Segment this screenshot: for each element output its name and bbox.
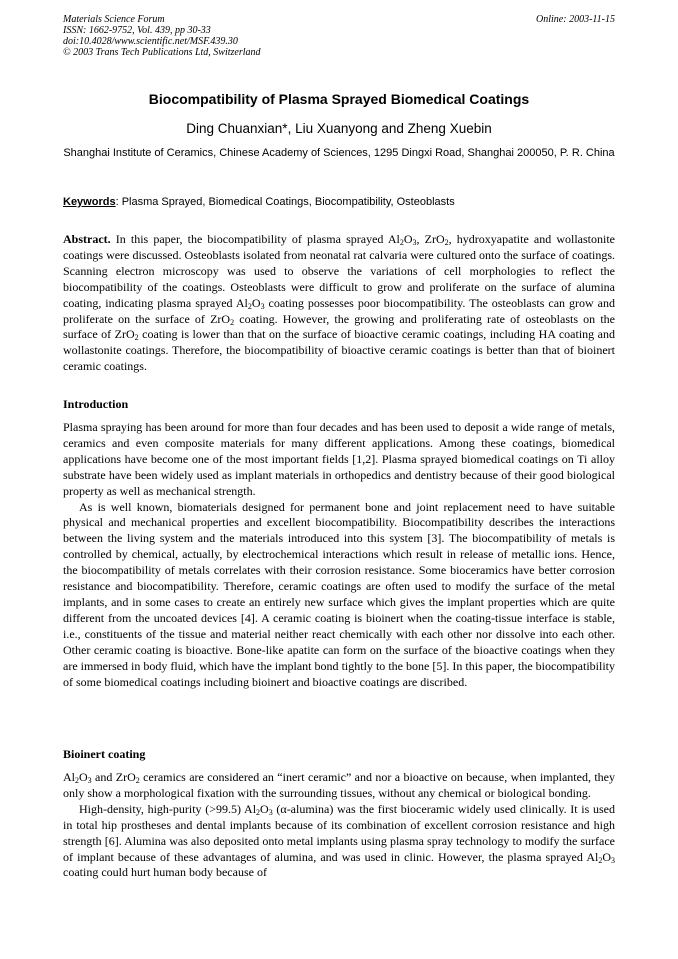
journal-copyright: © 2003 Trans Tech Publications Ltd, Switzerland <box>63 47 261 58</box>
abstract-label: Abstract. <box>63 232 111 246</box>
journal-issn: ISSN: 1662-9752, Vol. 439, pp 30-33 <box>63 25 211 36</box>
keywords <box>63 195 615 209</box>
formula-al2o3: $Al_2O_3$ <box>235 295 265 311</box>
formula-zro2: ZrO$_2$ <box>115 770 140 785</box>
abstract-text: coating possesses poor biocompatibility. The osteoblasts can grow and proliferate on the surface of <box>63 295 615 326</box>
introduction-section <box>63 420 615 690</box>
bioinert-section <box>63 770 615 881</box>
keywords-label: Keywords <box>63 196 116 208</box>
formula-zro2: ZrO$_2$ <box>424 232 449 247</box>
abstract <box>63 232 615 375</box>
alpha-symbol: α <box>280 801 287 816</box>
formula-al2o3: $Al_2O_3$ <box>244 801 273 817</box>
keywords-text: : Plasma Sprayed, Biomedical Coatings, Biocompatibility, Osteoblasts <box>115 196 455 208</box>
formula-al2o3: $Al_2O_3$ <box>63 770 92 785</box>
bioinert-paragraph: High-density, high-purity (>99.5) $Al_2O_3$ (α-alumina) was the first bioceramic widely used clinically. It is used in total hip prostheses and dental implants because of its combination of excellent corrosion resistance and high strength [6]. Alumina was also deposited onto metal implants using plasma spray technology to modify the surface of implant because of these advantages of alumina, and was used in clinic. However, the plasma sprayed $Al_2O_3$ coating could hurt human body because of <box>63 801 615 880</box>
journal-header <box>63 14 261 58</box>
introduction-paragraph: As is well known, biomaterials designed for permanent bone and joint replacement need to have suitable physical and mechanical properties and excellent biocompatibility. Biocompatibility describes the interactions between the living system and the materials introduced into this system [3]. The biocompatibility of metals is controlled by chemical, actually, by electrochemical interactions which result in release of metallic ions. Hence, the biocompatibility of metals correlates with their corrosion resistance. Some bioceramics have better corrosion resistance and biocompatibility. Therefore, ceramic coatings are often used to modify the surface of the metal implants, and in some cases to create an entirely new surface which gives the implant properties which are quite different from the uncoated devices [4]. A ceramic coating is bioinert when the coating-tissue interface is stable, i.e., constituents of the tissue and material neither react chemically with each other nor dissolve into each other. Other ceramic coating is bioactive. Bone-like apatite can form on the surface of the bioactive coatings when they are immersed in body fluid, which have the implant bond tightly to the bone [5]. In this paper, the biocompatibility of some biomedical coatings including bioinert and bioactive coatings are discribed. <box>63 499 615 689</box>
formula-zro2: ZrO$_2$ <box>114 327 139 343</box>
abstract-text: , hydroxyapatite and wollastonite coatings were discussed. Osteoblasts isolated from neonatal rat calvaria were cultured onto the surface of coatings. Scanning electron microscopy was used to observe the variations of cell morphologies to reflect the biocompatibility of the coatings. Osteoblasts were difficult to grow and proliferate on the surface of alumina coating, indicating plasma sprayed <box>63 232 615 310</box>
formula-al2o3: $Al_2O_3$ <box>387 232 417 247</box>
paper-authors: Ding Chuanxian*, Liu Xuanyong and Zheng Xuebin <box>186 121 492 136</box>
abstract-text: coating. However, the growing and proliferating rate of osteoblasts on the surface of <box>63 311 615 342</box>
introduction-paragraph: Plasma spraying has been around for more than four decades and has been used to deposit a wide range of metals, ceramics and even composite materials for many different applications. Among these coatings, biomedical applications have become one of the most important fields [1,2]. Plasma sprayed biomedical coatings on Ti alloy substrate have been widely used as implant materials in orthopedics and dentistry because of their good biological property as well as mechanical strength. <box>63 420 615 498</box>
abstract-text: In this paper, the biocompatibility of plasma sprayed <box>110 232 388 246</box>
abstract-text: , <box>416 232 425 246</box>
paper-title: Biocompatibility of Plasma Sprayed Biomedical Coatings <box>148 91 530 107</box>
paper-affiliation: Shanghai Institute of Ceramics, Chinese Academy of Sciences, 1295 Dingxi Road, Shanghai 200050, P. R. China <box>63 147 615 159</box>
formula-al2o3: $Al_2O_3$ <box>586 849 615 865</box>
journal-doi: doi:10.4028/www.scientific.net/MSF.439.30 <box>63 36 238 47</box>
introduction-heading: Introduction <box>63 397 129 411</box>
abstract-text: coating is lower than that on the surface of bioactive ceramic coatings, including HA coating and wollastonite coatings. Therefore, the biocompatibility of bioactive ceramic coatings is better than that of bioinert ceramic coatings. <box>63 327 615 374</box>
bioinert-paragraph: $Al_2O_3$ and ZrO$_2$ ceramics are considered an “inert ceramic” and nor a bioactive on because, when implanted, they only show a morphological fixation with the surrounding tissues, without any chemical or biological bonding. <box>63 770 616 800</box>
online-date: Online: 2003-11-15 <box>536 14 615 25</box>
journal-name: Materials Science Forum <box>63 14 165 25</box>
formula-zro2: ZrO$_2$ <box>210 311 235 327</box>
bioinert-heading: Bioinert coating <box>63 747 146 761</box>
